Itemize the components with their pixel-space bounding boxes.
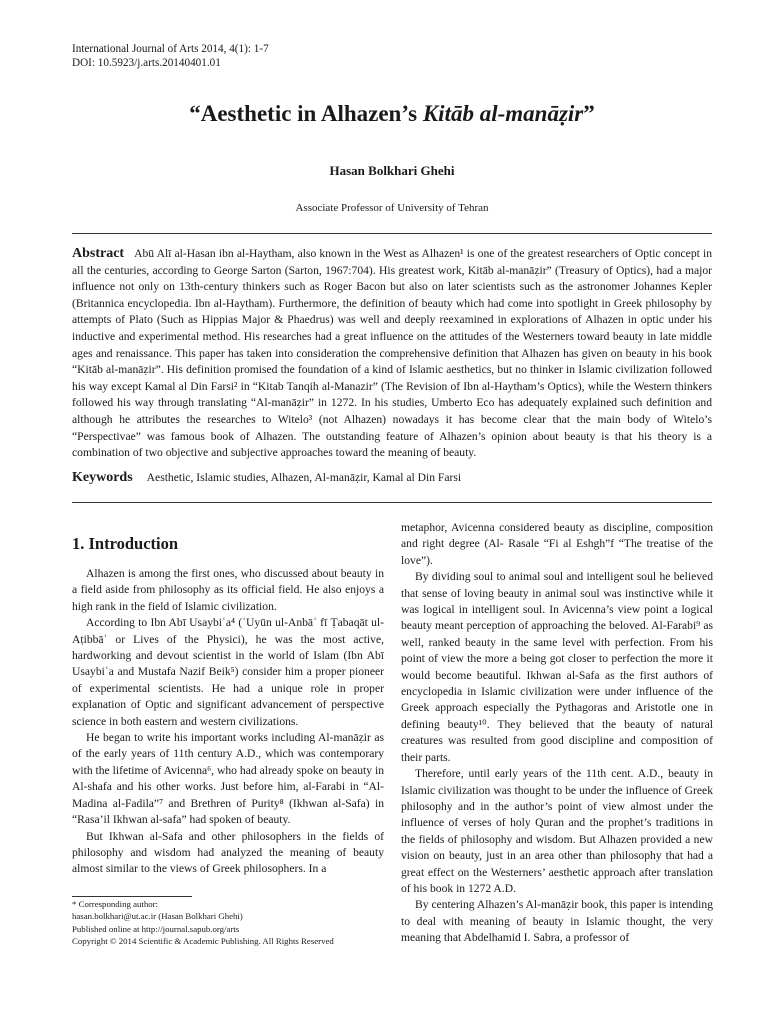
title-suffix: ” (583, 101, 595, 126)
paragraph: By centering Alhazen’s Al-manāẓir book, this paper is intending to deal with meaning of beauty in Islamic thought, the very meaning that Abdelhamid I. Sabra, a professor of (401, 898, 713, 945)
paragraph: metaphor, Avicenna considered beauty as discipline, composition and right degree (Al- Rasale “Fi al Eshgh”f “The treatise of the love”). (401, 521, 713, 567)
paragraph: Therefore, until early years of the 11th cent. A.D., beauty in Islamic civilization was thought to be under the influence of Greek philosophy and in the author’s point of view almost under the influence of verses of holy Quran and the prophet’s traditions in the fields of philosophy and wisdom. But Alhazen provided a new vision on beauty, just in an area other than philosophy that had a great effect on the Westerners’ aesthetic approach after translation of his book in 1272 A.D. (401, 767, 713, 895)
footnote-line: hasan.bolkhari@ut.ac.ir (Hasan Bolkhari Ghehi) (72, 911, 243, 922)
doi-line: DOI: 10.5923/j.arts.20140401.01 (72, 57, 221, 69)
title-prefix: “Aesthetic in Alhazen’s (189, 101, 423, 126)
paragraph: But Ikhwan al-Safa and other philosophers in the fields of philosophy and wisdom had analyzed the meaning of beauty almost similar to the views of Greek philosophers. In a (72, 829, 384, 876)
keywords-block (72, 470, 712, 486)
divider-top (72, 233, 712, 234)
footnote-line: Copyright © 2014 Scientific & Academic Publishing. All Rights Reserved (72, 936, 334, 947)
paragraph: He began to write his important works including Al-manāẓir as of the early years of 11th century A.D., which was contemporary with the lifetime of Avicenna⁶, who had already spoke on beauty in Al-shafa and his other works. Just before him, al-Farabi in “Al-Madina al-Fadila”⁷ and Brethren of Purity⁸ (Ikhwan al-Safa) in “Rasa’il Ikhwan al-safa” had spoken of beauty. (72, 731, 384, 827)
abstract-block (72, 246, 712, 462)
footnote-line: * Corresponding author: (72, 899, 159, 909)
title-italic: Kitāb al-manāẓir (422, 101, 584, 126)
section-heading-introduction: 1. Introduction (72, 534, 179, 553)
keywords-heading: Keywords (72, 470, 133, 485)
left-column (72, 520, 384, 878)
paragraph: Alhazen is among the first ones, who discussed about beauty in a field aside from philosophy as its official field. He also enjoys a high rank in the field of Islamic civilization. (72, 567, 384, 613)
footnote-divider (72, 896, 192, 897)
paper-title (72, 100, 712, 128)
journal-header (72, 42, 269, 70)
author-name: Hasan Bolkhari Ghehi (329, 163, 455, 178)
paragraph: By dividing soul to animal soul and intelligent soul he believed that sense of loving beauty in animal soul was instinctive while it was logical in intelligent soul. In Avicenna’s view point a logical beauty meant perception of approaching the beloved. Al-Farabi⁹ as well, ranked beauty in the same level with perfection. From his point of view the more a being got closer to perfection the more it would become beautiful. Ikhwan al-Safa as the first authors of encyclopedia in Islamic civilization were under influence of the Greek approach especially the Pythagoras and Aristotle one in defining beauty¹⁰. They believed that the beauty of natural creatures was resulted from good discipline and composition of their parts. (401, 570, 713, 764)
right-column (401, 520, 713, 947)
paragraph: According to Ibn Abī Usaybiʿa⁴ (ʿUyūn ul-Anbāʾ fī Ṭabaqāt ul-Aṭibbāʾ or Lives of the Physici), he was the most active, hardworking and devout scientist in the world of Islam (Ibn Abī Usaybiʿa and Mustafa Nazif Beik⁵) consider him a proper pioneer of experimental scientists. He had a unique role in proper explanation of Optic and significant advancement of perspective science in both eastern and western civilizations. (72, 616, 384, 728)
footnotes (72, 898, 384, 948)
footnote-line: Published online at http://journal.sapub.org/arts (72, 923, 240, 934)
abstract-text: Abū Alī al-Hasan ibn al-Haytham, also known in the West as Alhazen¹ is one of the greatest researchers of Optic concept in all the centuries, according to George Sarton (Sarton, 1967:704). His greatest work, Kitāb al-manāẓir” (Treasury of Optics), had a major influence not only on 13th-century thinkers such as Roger Bacon but also on later scientists such as the astronomer Johannes Kepler (Britannica encyclopedia. Ibn al-Haytham). Furthermore, the definition of beauty which had come into spotlight in Greek philosophy by attempts of Plato (Such as Hippias Major & Phaedrus) was well and deeply reexamined in explorations of Alhazen in optic under his inductive and experimental method. His researches had a great influence on the attitudes of the Westerners toward beauty in late middle ages and renaissance. This paper has taken into consideration the comprehensive definition that Alhazen has given on beauty in his book “Kitāb al-manāẓir”. His definition promised the foundation of a kind of Islamic aesthetics, but no thinker in Islamic civilization followed his way except Kamal al Din Farsi² in “Kitab Tanqih al-Manazir” (The Revision of Ibn al-Haytham’s Optics), while the Western thinkers followed his way through translating “Al-manāẓir” in 1272. In his studies, Umberto Eco has adequately explained such definition and although he attributes the researches to Witelo³ (not Alhazen) nowadays it has become clear that the main body of Witelo’s “Perspectivae” was famous book of Alhazen. The outstanding feature of Alhazen’s opinion about beauty is that his theory is a combination of two objective and subjective approaches toward the meaning of beauty. (72, 247, 712, 460)
keywords-text: Aesthetic, Islamic studies, Alhazen, Al-manāẓir, Kamal al Din Farsi (146, 471, 462, 484)
abstract-heading: Abstract (72, 246, 125, 261)
divider-bottom (72, 502, 712, 503)
author-affiliation: Associate Professor of University of Tehran (295, 202, 489, 214)
journal-citation: International Journal of Arts 2014, 4(1): 1-7 (72, 43, 269, 55)
